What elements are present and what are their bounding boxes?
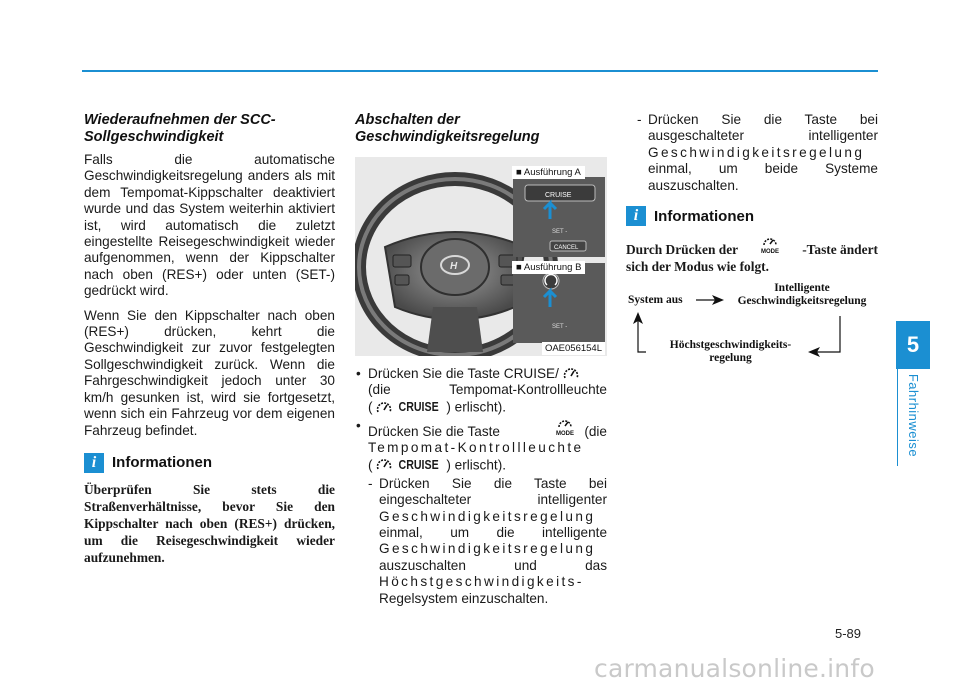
sub-line3: Geschwindigkeitsregelung	[379, 508, 596, 524]
bullet-mode	[355, 418, 607, 607]
page-number: 5-89	[835, 626, 862, 641]
label-variant-b: ■ Ausführung B	[512, 261, 585, 274]
section-heading-off: Abschalten der Geschwindigkeitsregelung	[355, 112, 540, 145]
info-text-left: Überprüfen Sie stets die Straßenverhältnisse, bevor Sie den Kippschalter nach oben (RES+) drücken, um die Reisegeschwindigkeit wieder aufzunehmen.	[84, 481, 335, 565]
bullet1-line1	[368, 366, 607, 382]
node-max-line2: regelung	[709, 352, 752, 364]
chapter-name	[905, 374, 923, 456]
cruise-indicator-icon-2	[376, 458, 392, 471]
sub-line1: Drücken Sie die Taste bei	[379, 475, 607, 491]
right-sub-dash: -	[637, 112, 642, 127]
sub-line5: Geschwindigkeitsregelung	[379, 541, 596, 557]
node-smart-line1: Intelligente	[774, 282, 830, 294]
info-icon-right: i	[626, 206, 646, 226]
sub-line4: einmal, um die intelligente	[379, 525, 607, 541]
header-rule	[82, 70, 878, 72]
bullet1-close: ) erlischt).	[446, 399, 506, 415]
image-code: OAE056154L	[542, 342, 605, 355]
diagram-arrows	[628, 282, 878, 372]
node-smart-line2: Geschwindigkeitsregelung	[737, 295, 867, 307]
bullet2-text1b: (die	[584, 423, 607, 439]
chapter-name-text: Fahrhinweise	[906, 373, 922, 457]
bullet2-line2: Tempomat-Kontrollleuchte	[368, 440, 584, 456]
bullet2-text1a: • Drücken Sie die Taste	[368, 423, 500, 439]
bullet1-text1: Drücken Sie die Taste CRUISE/	[368, 366, 559, 381]
btn-cancel-label: CANCEL	[554, 245, 579, 251]
mode-button-icon	[554, 418, 576, 440]
sub-dash: -	[368, 475, 373, 491]
left-column	[84, 112, 335, 566]
bullet2-line3	[368, 457, 607, 474]
mode-icon-label: MODE	[556, 430, 575, 436]
sub-line6: auszuschalten und das	[379, 557, 607, 573]
sub-line2: eingeschalteter intelligenter	[379, 492, 607, 508]
bullet2-subitem	[368, 476, 607, 607]
node-system-off: System aus	[628, 294, 683, 306]
mode-icon-label-2: MODE	[761, 249, 780, 255]
right-sub-line4: einmal, um beide Systeme	[648, 161, 878, 177]
middle-heading-wrap	[355, 112, 605, 146]
bullet2-open: (	[368, 457, 373, 473]
cruise-indicator	[376, 399, 442, 415]
mode-button-icon-2	[759, 236, 781, 258]
sub-line7: Höchstgeschwindigkeits-	[379, 574, 584, 590]
info-right-line2: sich der Modus wie folgt.	[626, 259, 769, 275]
paragraph-resume-2: Wenn Sie den Kippschalter nach oben (RES+) drücken, kehrt die Geschwindigkeit zur zuvor festgelegten Sollgeschwindigkeit zurück. Wenn die Fahrgeschwindigkeit jedoch unter 30 km/h gesunken ist, wird sie fortgesetzt, wenn sich ein Fahrzeug vor dem eigenen Fahrzeug befindet.	[84, 307, 335, 438]
cruise-indicator-text-2: CRUISE	[398, 457, 440, 472]
svg-text:H: H	[450, 261, 458, 272]
cruise-speedometer-icon	[563, 366, 579, 380]
bullet1-line2: (die Tempomat-Kontrollleuchte	[368, 382, 607, 398]
right-column	[626, 112, 878, 275]
chapter-number-tab: 5	[896, 321, 930, 369]
right-sub-line1: Drücken Sie die Taste bei	[648, 112, 878, 127]
bullet2-line1	[368, 418, 607, 440]
steering-wheel-icon	[355, 157, 607, 356]
sub-line8: Regelsystem einzuschalten.	[379, 590, 549, 606]
info-header-left	[84, 453, 335, 473]
info-title: Informationen	[112, 454, 212, 472]
bullet1-open: (	[368, 399, 373, 415]
info-text-right	[626, 236, 878, 275]
bullet1-line3	[368, 399, 607, 416]
btn-set-label-a: SET -	[552, 229, 568, 235]
btn-cruise-label: CRUISE	[545, 192, 572, 199]
cruise-indicator-text: CRUISE	[398, 399, 440, 414]
info-title-right: Informationen	[654, 207, 754, 225]
paragraph-resume-1: Falls die automatische Geschwindigkeitsregelung anders als mit dem Tempomat-Kippschalter deaktiviert wurde und das System weiterhin aktiviert ist, wird automatisch die zuletzt eingestellte Reisegeschwindigkeit wieder aufgenommen, wenn der Kippschalter nach oben (RES+) oder unten (SET-) gedrückt wird.	[84, 152, 335, 299]
info-right-text-a: Durch Drücken der	[626, 242, 739, 258]
info-right-line1	[626, 236, 878, 258]
bullet2-close: ) erlischt).	[446, 457, 506, 473]
cruise-indicator-icon	[376, 401, 392, 414]
bullet-cruise	[355, 366, 607, 416]
mode-cycle-diagram	[628, 282, 878, 372]
chapter-side-rule	[897, 366, 898, 466]
cruise-indicator-2	[376, 457, 442, 473]
watermark: carmanualsonline.info	[594, 654, 875, 683]
info-header-right	[626, 206, 878, 226]
info-icon: i	[84, 453, 104, 473]
right-sub-line3: Geschwindigkeitsregelung	[648, 144, 865, 160]
right-sub-line2: ausgeschalteter intelligenter	[648, 128, 878, 144]
section-heading-resume: Wiederaufnehmen der SCC-Sollgeschwindigkeit	[84, 112, 276, 145]
node-max-line1: Höchstgeschwindigkeits-	[669, 339, 792, 351]
right-subitem	[626, 112, 878, 194]
arrow-smart-to-max	[814, 316, 840, 352]
bullet-list	[355, 366, 607, 609]
steering-wheel-illustration	[355, 157, 607, 356]
right-sub-line5: auszuschalten.	[648, 177, 739, 193]
label-variant-a: ■ Ausführung A	[512, 166, 585, 179]
info-right-text-b: -Taste ändert	[802, 242, 878, 258]
btn-set-label-b: SET -	[552, 324, 568, 330]
